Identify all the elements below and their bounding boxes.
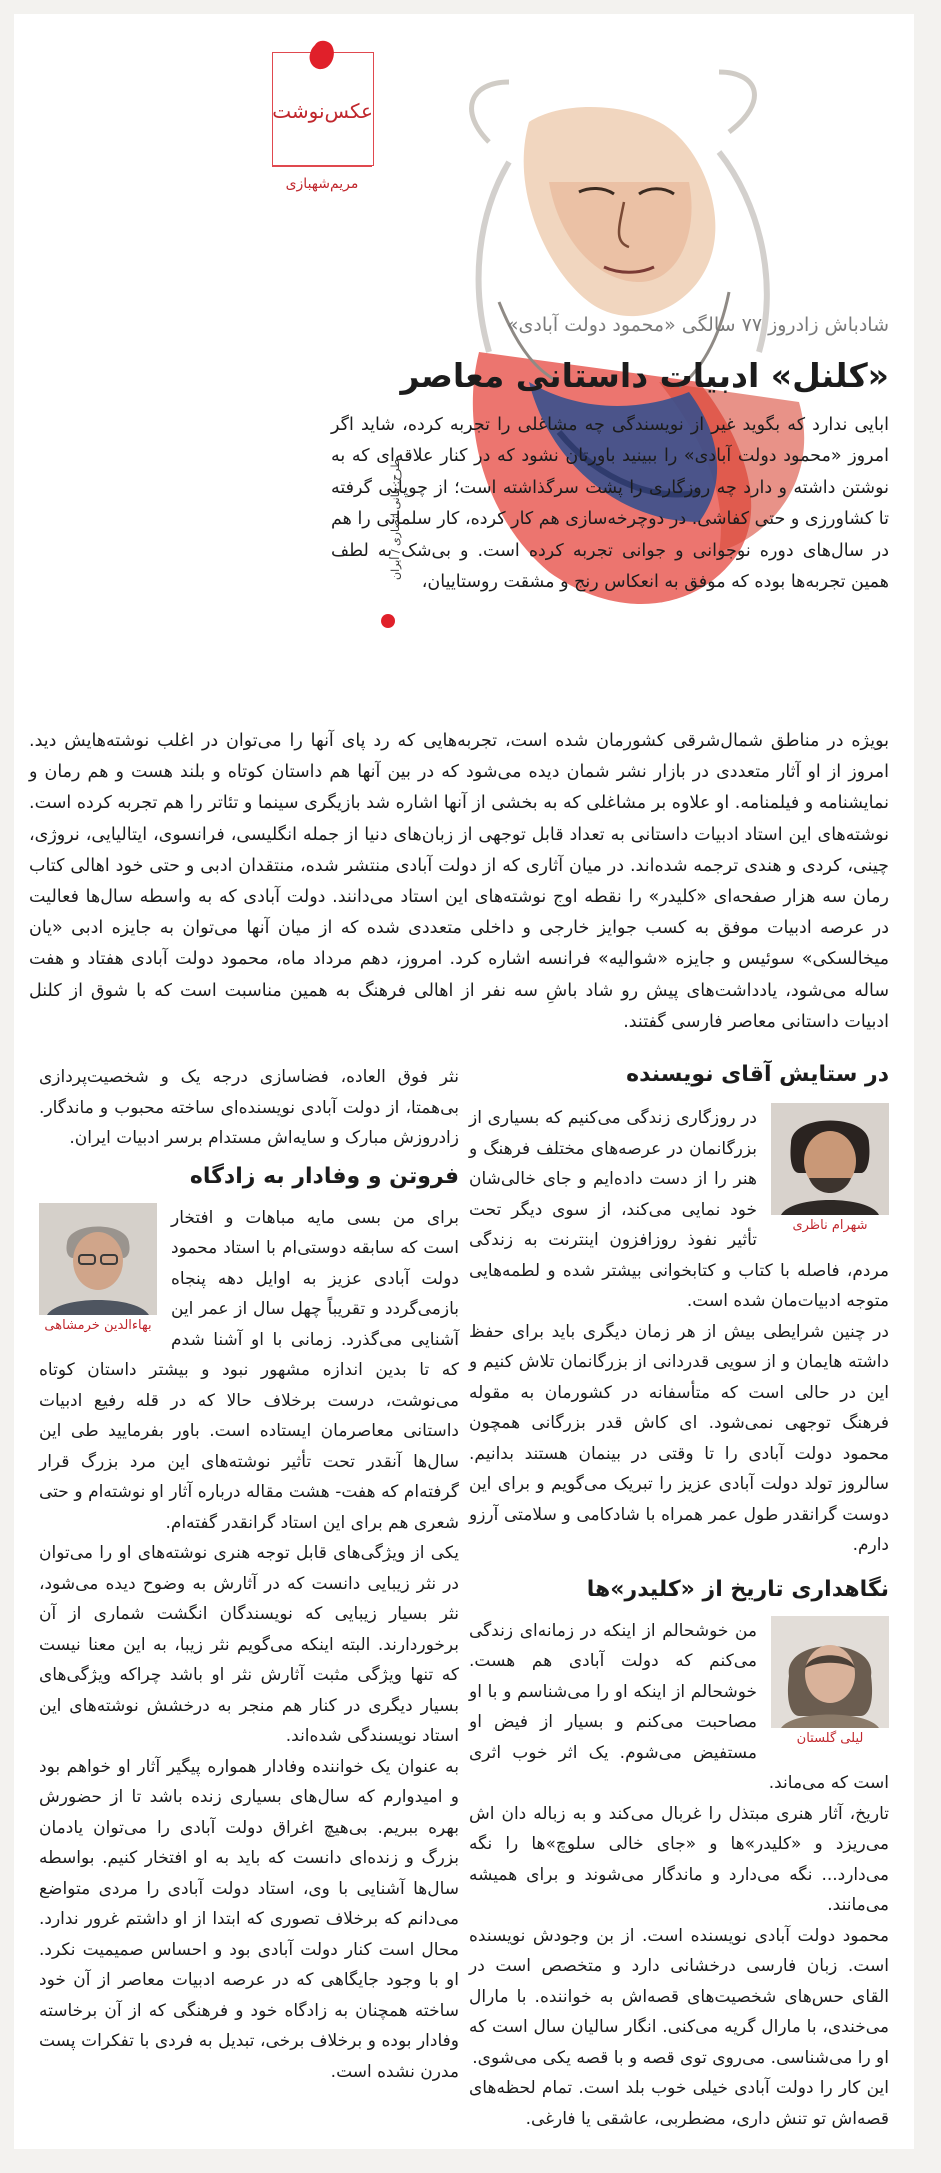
body-paragraph: بویژه در مناطق شمال‌شرقی کشورمان شده است، تجربه‌هایی که رد پای آنها را می‌توان در اغلب نوشته‌هایش دید. امروز از او آثار متعددی در بازار نشر شمان دیده می‌شود که در بین آنها هم داستان کوتاه و بلند هست و هم رمان و نمایشنامه و فیلمنامه. او علاوه بر مشاغلی که به بخشی از آنها اشاره شد بازیگری سینما و تئاتر را هم تجربه کرده است. نوشته‌های این استاد ادبیات داستانی به تعداد قابل توجهی از زبان‌های دنیا از جمله انگلیسی، فرانسوی، ایتالیایی، نروژی، چینی، کردی و هندی ترجمه شده‌اند. در میان آثاری که از دولت آبادی منتشر شده، منتقدان ادبی و حتی خود اهالی کتاب رمان سه هزار صفحه‌ای «کلیدر» را نقطه اوج نوشته‌های این استاد می‌دانند. دولت آبادی که به واسطه سال‌ها فعالیت در عرصه ادبیات موفق به کسب جوایز خارجی و داخلی متعددی شده که از میان آنها می‌توان به جایزه ادبی «یان میخالسکی» سوئیس و جایزه «شوالیه» فرانسه اشاره کرد. امروز، دهم مرداد ماه، محمود دولت آبادی هفتاد و هفت ساله می‌شود، یادداشت‌های پیش رو شاد باشِ سه نفر از اهالی فرهنگ به همین مناسبت است که با شوق از کلنل ادبیات داستانی معاصر فارسی گفتند. (29, 731, 889, 1032)
person-caption-1: شهرام ناظری (792, 1218, 868, 1233)
red-blob-icon (307, 39, 337, 71)
portrait-khorramshahi (39, 1203, 157, 1333)
photo-nazeri (771, 1103, 889, 1215)
credit-dot-icon (381, 614, 395, 628)
column-tag: عکس‌نوشت (272, 99, 373, 123)
person-caption-3: بهاءالدین خرمشاهی (44, 1317, 152, 1333)
portrait-golestan (771, 1616, 889, 1746)
section2-text-1: من خوشحالم از اینکه در زمانه‌ای زندگی می‌کنم که دولت آبادی هم هست. خوشحالم از اینکه او را می‌شناسم و با او مصاحبت می‌کنم و بسیار از فیض او مستفیض می‌شوم. یک اثر خوب اثری است که می‌ماند. (469, 1620, 889, 1793)
newspaper-page (14, 14, 914, 2149)
left-column (39, 1062, 459, 2087)
kicker: شادباش زادروز ۷۷ سالگی «محمود دولت آبادی» (506, 314, 889, 336)
section1-text-2: در چنین شرایطی بیش از هر زمان دیگری باید برای حفظ داشته هایمان و از سویی قدردانی از بزرگانمان تلاش کنیم و این در حالی است که متأسفانه در کشورمان به مقوله فرهنگ توجهی نمی‌شود. ای کاش قدر بزرگانی همچون محمود دولت آبادی را تا وقتی در بینمان هستند بدانیم. سالروز تولد دولت آبادی عزیز را تبریک می‌گویم و برای این دوست گرانقدر طول عمر همراه با شادکامی و سلامتی آرزو دارم. (469, 1321, 889, 1555)
section3-text-1: برای من بسی مایه مباهات و افتخار است که سابقه دوستی‌ام با استاد محمود دولت آبادی عزیز به اوایل دهه پنجاه بازمی‌گردد و تقریباً چهل سال از عمر این آشنایی می‌گذرد. زمانی با او آشنا شدم که تا بدین اندازه مشهور نبود و بیشتر داستان کوتاه می‌نوشت، درست برخلاف حالا که در قله رفیع ادبیات داستانی معاصرمان ایستاده است. باور بفرمایید طی این سال‌ها آنقدر تحت تأثیر نوشته‌های این مرد بزرگ قرار گرفته‌ام که هفت- هشت مقاله درباره آثار او نوشته‌ام و حتی شعری هم برای این استاد گرانقدر گفته‌ام. (39, 1207, 459, 1533)
right-column (469, 1062, 889, 2134)
section3-text-2: یکی از ویژگی‌های قابل توجه هنری نوشته‌های او را می‌توان در نثر زیبایی دانست که در آثارش به وضوح دیده می‌شود، نثر بسیار زیبایی که نویسندگان انگشت شماری از آن برخوردارند. البته اینکه می‌گویم نثر زیبا، به این معنا نیست که تنها ویژگی مثبت آثارش نثر او باشد چراکه ویژگی‌های بسیار دیگری در کنار هم منجر به درخشش نوشته‌های این استاد نویسندگی شده‌اند. (39, 1543, 459, 1746)
person-caption-2: لیلی گلستان (796, 1730, 864, 1746)
section-heading-2: نگاهداری تاریخ از «کلیدر»ها (586, 1576, 889, 1602)
tag-divider (272, 166, 372, 167)
photo-golestan (771, 1616, 889, 1728)
illustration-credit: طرح: هانی انصاری / ایران (389, 459, 402, 580)
section1-text-1: در روزگاری زندگی می‌کنیم که بسیاری از بزرگانمان در عرصه‌های مختلف فرهنگ و هنر را از دست داده‌ایم و جای خالی‌شان خود نمایی می‌کند، از سوی دیگر تحت تأثیر نفوذ روزافزون اینترنت به زندگی مردم، فاصله با کتاب و کتابخوانی بیشتر شده و لطمه‌هایی متوجه ادبیات‌مان شده است. (469, 1108, 889, 1311)
section-heading-1: در ستایش آقای نویسنده (626, 1062, 889, 1087)
lead-paragraph: ابایی ندارد که بگوید غیر از نویسندگی چه مشاغلی را تجربه کرده، شاید اگر امروز «محمود دولت آبادی» را ببینید باورتان نشود که در کنار علاقه‌ای که به نوشتن داشته و دارد چه روزگاری را پشت سرگذاشته است؛ از چوپانی گرفته تا کشاورزی و حتی کفاشی. در دوچرخه‌سازی هم کار کرده، کار سلمانی را هم در سال‌های دوره نوجوانی و جوانی تجربه کرده است. و بی‌شک به لطف همین تجربه‌ها بوده که موفق به انعکاس رنج و مشقت روستاییان، (331, 415, 889, 593)
headline: «کلنل» ادبیات داستانی معاصر (400, 356, 889, 395)
left-intro: نثر فوق العاده، فضاسازی درجه یک و شخصیت‌پردازی بی‌همتا، از دولت آبادی نویسنده‌ای ساخته محبوب و ماندگار. زادروزش مبارک و سایه‌اش مستدام برسر ادبیات ایران. (39, 1067, 459, 1148)
section3-text-3: به عنوان یک خواننده وفادار همواره پیگیر آثار او خواهم بود و امیدوارم که سال‌های بسیاری زنده باشد تا از حضورش بهره ببریم. بی‌هیچ اغراق دولت آبادی را می‌توان یادمان بزرگ و زنده‌ای دانست که باید به او افتخار کنیم. بواسطه سال‌ها آشنایی با وی، استاد دولت آبادی را مردی متواضع می‌دانم که برخلاف تصوری که ابتدا از او داشتم غرور ندارد. محال است کنار دولت آبادی بود و احساس صمیمیت نکرد. او با وجود جایگاهی که در عرصه ادبیات معاصر از آن خود ساخته همچنان به زادگاه خود و فرهنگی که از آن برخاسته وفادار بوده و برخلاف برخی، تبدیل به فردی با تفکرات پست مدرن نشده است. (39, 1756, 459, 2082)
author-name: مریم‌شهبازی (285, 176, 359, 192)
section-heading-3: فروتن و وفادار به زادگاه (189, 1163, 459, 1189)
portrait-nazeri (771, 1103, 889, 1233)
section2-text-3: محمود دولت آبادی نویسنده است. از بن وجودش نویسنده است. زبان فارسی درخشانی دارد و متخصص است در القای حس‌های شخصیت‌های قصه‌اش به خواننده. با مارال می‌خندی، با مارال گریه می‌کنی. انگار سالیان سال است که او را می‌شناسی. می‌روی توی قصه و با قصه یکی می‌شوی. (469, 1925, 889, 2068)
photo-khorramshahi (39, 1203, 157, 1315)
section2-text-2: تاریخ، آثار هنری مبتذل را غربال می‌کند و به زباله دان اش می‌ریزد و «کلیدر»ها و «جای خالی سلوچ»ها را نگه می‌دارد... نگه می‌دارد و ماندگار می‌شوند و برای همیشه می‌مانند. (469, 1803, 889, 1915)
section2-text-4: این کار را دولت آبادی خیلی خوب بلد است. تمام لحظه‌های قصه‌اش تو تنش داری، مضطربی، عاشقی یا فارغی. (469, 2078, 889, 2129)
column-tag-box (272, 52, 374, 166)
